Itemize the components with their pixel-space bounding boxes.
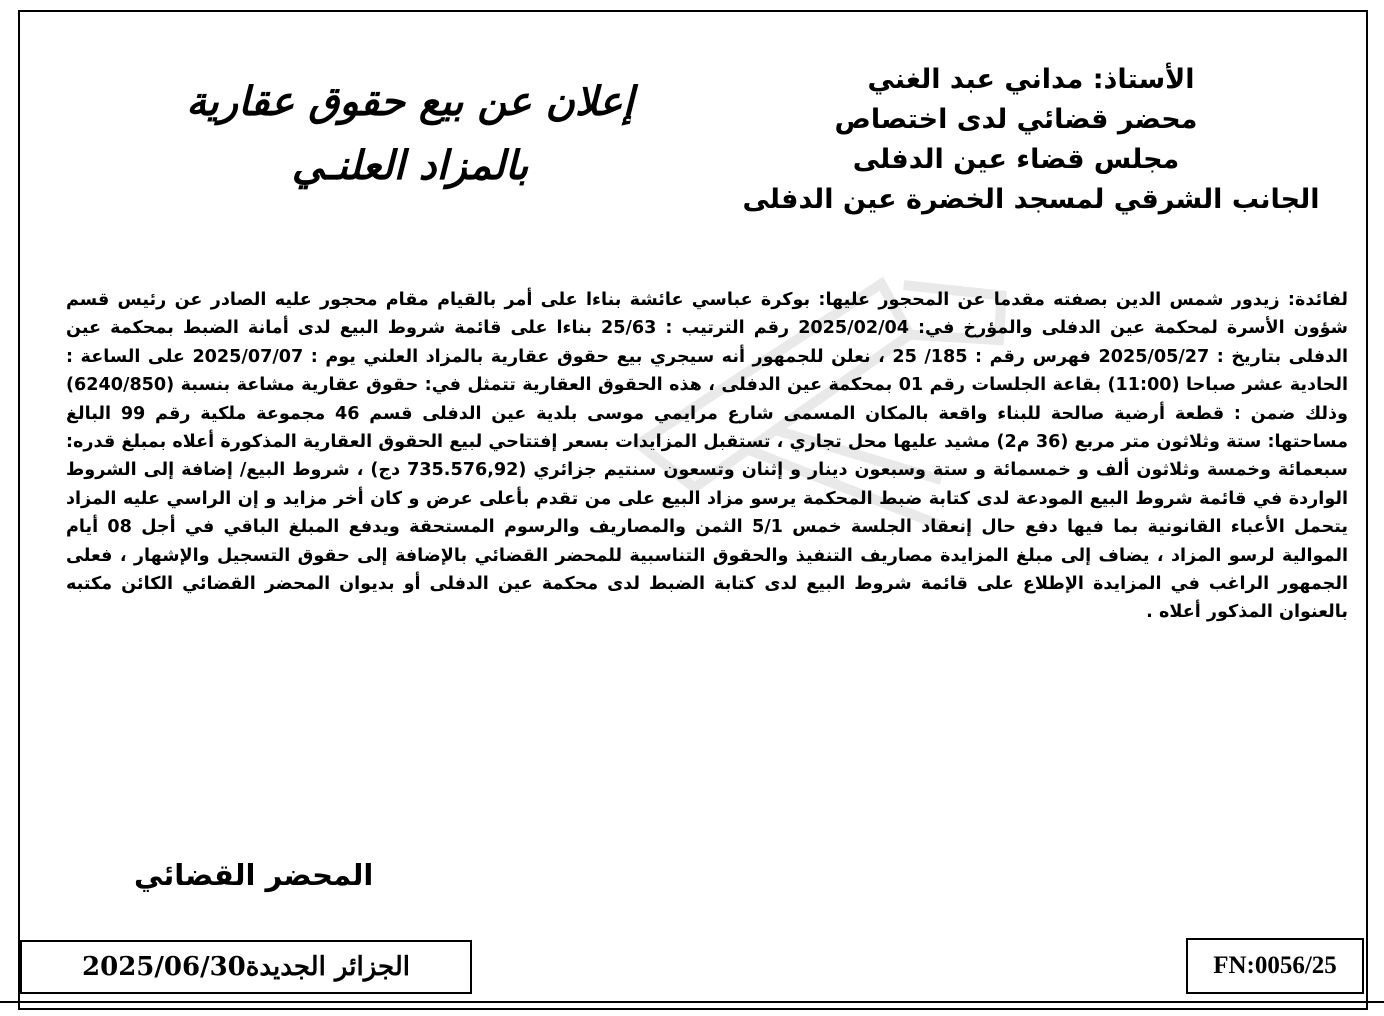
bottom-rule (0, 1001, 1384, 1003)
court-council: مجلس قضاء عين الدفلى (852, 144, 1180, 175)
file-number: FN:0056/25 (1213, 952, 1337, 979)
publication-box (20, 940, 472, 994)
publication-label: الجزائر الجديدة2025/06/30 (82, 952, 410, 982)
body-paragraph: لفائدة: زيدور شمس الدين بصفته مقدما عن المحجور عليها: بوكرة عباسي عائشة بناءا على أمر بالقيام مقام محجور عليه الصادر عن رئيس قسم شؤون الأسرة لمحكمة عين الدفلى والمؤرخ في: 2025/02/04 رقم الترتيب : 25/63 بناءا على قائمة شروط البيع لدى أمانة الضبط بمحكمة عين الدفلى بتاريخ : 2025/05/27 فهرس رقم : 185/ 25 ، نعلن للجمهور أنه سيجري بيع حقوق عقارية بالمزاد العلني يوم : 2025/07/07 على الساعة : الحادية عشر صباحا (11:00) بقاعة الجلسات رقم 01 بمحكمة عين الدفلى ، هذه الحقوق العقارية تتمثل في: حقوق عقارية مشاعة بنسبة (6240/850) وذلك ضمن : قطعة أرضية صالحة للبناء واقعة بالمكان المسمى شارع مرايمي موسى بلدية عين الدفلى قسم 46 مجموعة ملكية رقم 99 البالغ مساحتها: ستة وثلاثون متر مربع (36 م2) مشيد عليها محل تجاري ، تستقبل المزايدات بسعر إفتتاحي لبيع الحقوق العقارية المذكورة أعلاه بمبلغ قدره: سبعمائة وخمسة وثلاثون ألف و خمسمائة و ستة وسبعون دينار و إثنان وتسعون سنتيم جزائري (735.576,92 دج) ، شروط البيع/ إضافة إلى الشروط الواردة في قائمة شروط البيع المودعة لدى كتابة ضبط المحكمة يرسو مزاد البيع على من تقدم بأعلى عرض و كان أخر مزايد و إن الراسي عليه المزاد يتحمل الأعباء القانونية بما فيها دفع حال إنعقاد الجلسة خمس 5/1 الثمن والمصاريف والرسوم المستحقة ويدفع المبلغ الباقي في أجل 08 أيام الموالية لرسو المزاد ، يضاف إلى مبلغ المزايدة مصاريف التنفيذ والحقوق التناسبية للمحضر القضائي بالإضافة إلى حقوق التسجيل والإشهار ، فعلى الجمهور الراغب في المزايدة الإطلاع على قائمة شروط البيع لدى كتابة الضبط لدى محكمة عين الدفلى أو بديوان المحضر القضائي الكائن مكتبه بالعنوان المذكور أعلاه . (66, 290, 1348, 623)
announcement-body (66, 286, 1348, 627)
title-line-1: إعلان عن بيع حقوق عقارية (186, 78, 634, 125)
announcement-title (110, 70, 710, 198)
signature: المحضر القضائي (134, 858, 374, 892)
file-number-box (1186, 938, 1364, 994)
bailiff-header (716, 60, 1320, 220)
bailiff-jurisdiction: محضر قضائي لدى اختصاص (834, 104, 1198, 135)
office-address: الجانب الشرقي لمسجد الخضرة عين الدفلى (742, 184, 1320, 215)
bailiff-name: الأستاذ: مداني عبد الغني (867, 64, 1195, 95)
title-line-2: بالمزاد العلنـي (291, 142, 529, 189)
